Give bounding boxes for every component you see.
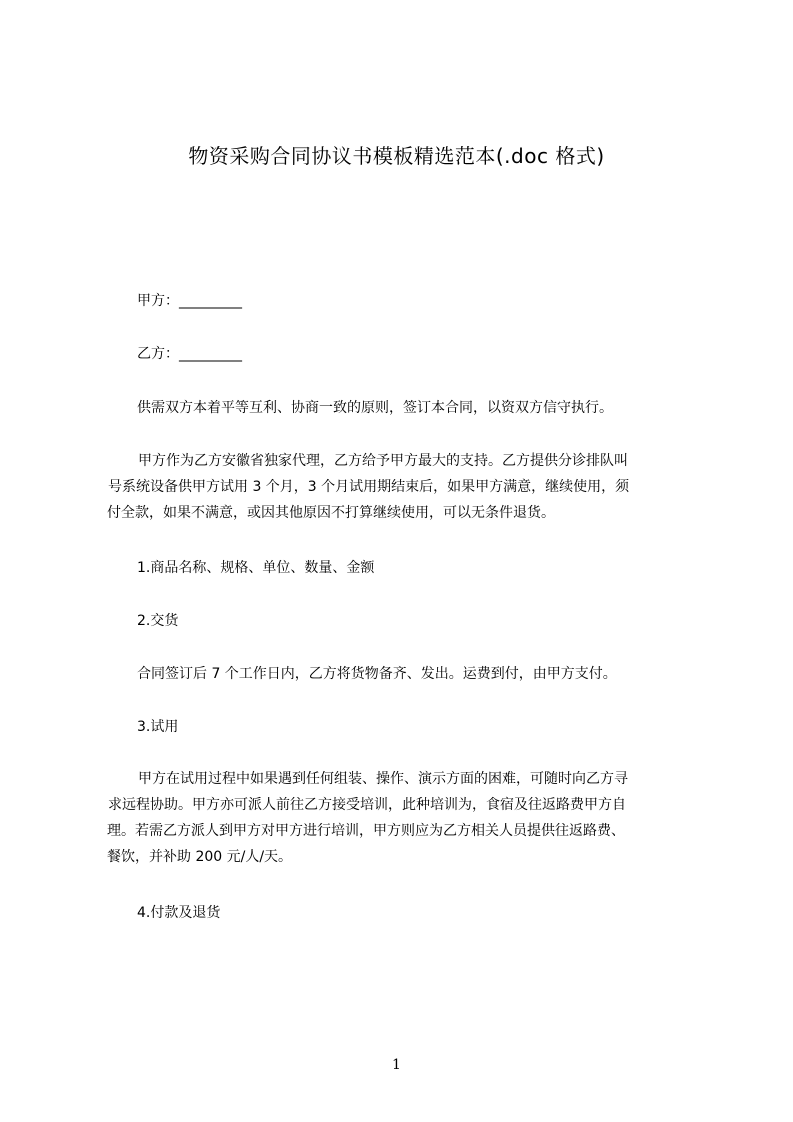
page-number: 1 — [392, 1057, 401, 1073]
party-b-line: 乙方：_________ — [137, 346, 242, 362]
paragraph-line: 甲方在试用过程中如果遇到任何组装、操作、演示方面的困难，可随时向乙方寻 — [138, 771, 628, 787]
section-heading-1: 1.商品名称、规格、单位、数量、金额 — [137, 560, 375, 576]
agency-paragraph — [80, 448, 720, 526]
section-heading-3: 3.试用 — [137, 719, 179, 735]
paragraph-line: 甲方作为乙方安徽省独家代理，乙方给予甲方最大的支持。乙方提供分诊排队叫 — [138, 453, 628, 469]
delivery-paragraph: 合同签订后 7 个工作日内，乙方将货物备齐、发出。运费到付，由甲方支付。 — [137, 666, 617, 682]
trial-paragraph — [80, 766, 720, 870]
party-a-line: 甲方：_________ — [137, 293, 242, 309]
paragraph-line: 餐饮，并补助 200 元/人/天。 — [107, 849, 293, 865]
document-title: 物资采购合同协议书模板精选范本(.doc 格式) — [188, 144, 605, 168]
section-heading-2: 2.交货 — [137, 613, 179, 629]
paragraph-line: 付全款，如果不满意，或因其他原因不打算继续使用，可以无条件退货。 — [107, 505, 555, 521]
section-heading-4: 4.付款及退货 — [137, 905, 221, 921]
paragraph-line: 理。若需乙方派人到甲方对甲方进行培训，甲方则应为乙方相关人员提供往返路费、 — [107, 823, 625, 839]
paragraph-line: 号系统设备供甲方试用 3 个月，3 个月试用期结束后，如果甲方满意，继续使用，须 — [108, 479, 630, 495]
intro-paragraph: 供需双方本着平等互利、协商一致的原则，签订本合同，以资双方信守执行。 — [137, 400, 613, 416]
paragraph-line: 求远程协助。甲方亦可派人前往乙方接受培训，此种培训为，食宿及往返路费甲方自 — [108, 797, 626, 813]
